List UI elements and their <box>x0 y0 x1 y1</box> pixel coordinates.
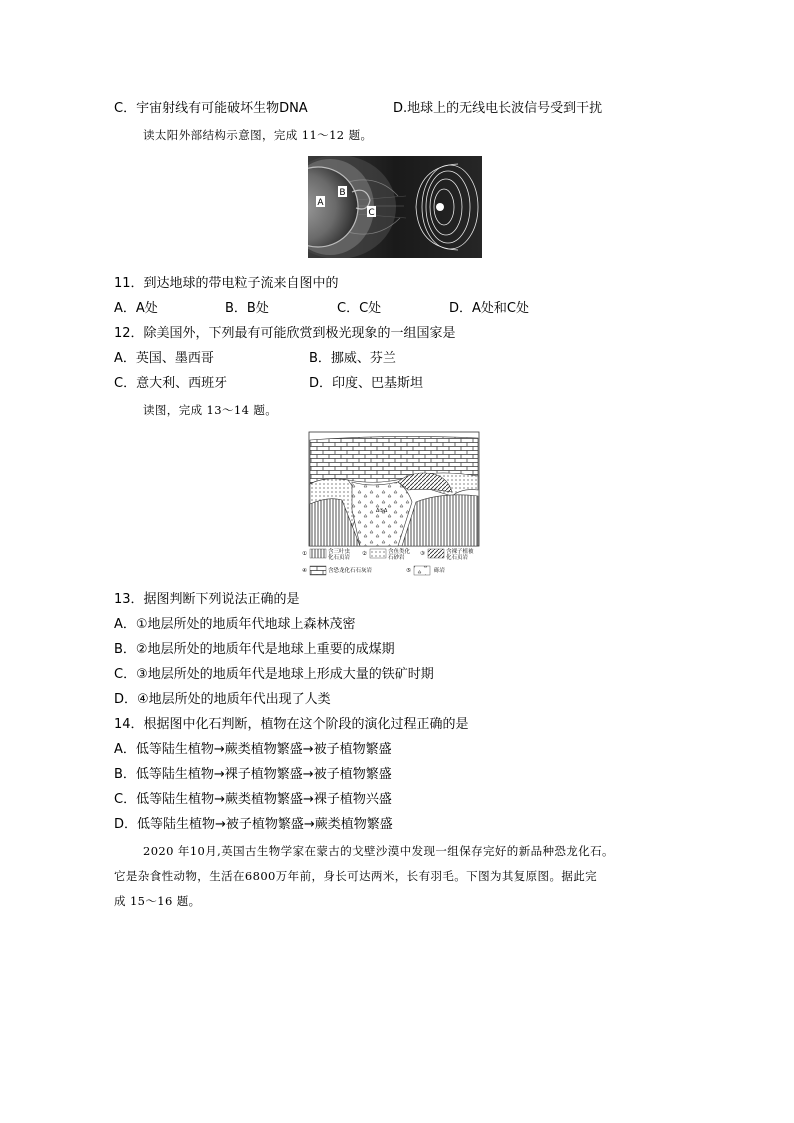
legend-1-line1: 含三叶虫 <box>328 549 351 555</box>
q13-option-a[interactable]: A．①地层所处的地质年代地球上森林茂密 <box>114 617 356 632</box>
earth-icon <box>436 203 444 211</box>
q12-option-a[interactable]: A．英国、墨西哥 <box>114 351 214 366</box>
center-label: Δ⑤Δ <box>376 508 388 514</box>
label-c: C <box>368 208 375 218</box>
question-13-stem: 13．据图判断下列说法正确的是 <box>114 592 300 607</box>
intro-15-16-line1: 2020 年10月,英国古生物学家在蒙古的戈壁沙漠中发现一组保存完好的新品种恐龙化石。 <box>143 844 614 858</box>
legend-3-line2: 化石页岩 <box>446 555 469 561</box>
legend-num-4: ④ <box>302 568 307 574</box>
option-d-prev: D.地球上的无线电长波信号受到干扰 <box>393 101 603 116</box>
intro-15-16-line2: 它是杂食性动物，生活在6800万年前，身长可达两米，长有羽毛。下图为其复原图。据此完 <box>114 869 598 883</box>
label-a: A <box>317 198 324 208</box>
sun-structure-figure <box>308 156 482 258</box>
q13-option-b[interactable]: B．②地层所处的地质年代是地球上重要的成煤期 <box>114 642 395 657</box>
legend-num-1: ① <box>302 551 307 557</box>
legend-3-line1: 含裸子植被 <box>446 549 474 555</box>
q11-option-b[interactable]: B．B处 <box>225 301 269 316</box>
intro-15-16-line3: 成 15～16 题。 <box>114 894 201 908</box>
intro-11-12: 读太阳外部结构示意图，完成 11～12 题。 <box>143 128 373 142</box>
legend-2-line2: 石砂岩 <box>388 555 405 561</box>
legend-4-line1: 含恐龙化石石灰岩 <box>328 568 373 574</box>
legend-5-line1: 砾岩 <box>434 568 446 574</box>
q11-option-a[interactable]: A．A处 <box>114 301 158 316</box>
legend-1-line2: 化石页岩 <box>328 555 351 561</box>
legend-2-line1: 含鱼类化 <box>388 549 411 555</box>
q14-option-c[interactable]: C．低等陆生植物→蕨类植物繁盛→裸子植物兴盛 <box>114 792 392 807</box>
q11-option-c[interactable]: C．C处 <box>337 301 382 316</box>
legend-num-2: ② <box>362 551 367 557</box>
q13-option-c[interactable]: C．③地层所处的地质年代是地球上形成大量的铁矿时期 <box>114 667 434 682</box>
label-b: B <box>339 188 346 198</box>
strata-legend <box>302 547 474 575</box>
q13-option-d[interactable]: D．④地层所处的地质年代出现了人类 <box>114 692 331 707</box>
q11-option-d[interactable]: D．A处和C处 <box>449 301 529 316</box>
question-12-stem: 12．除美国外，下列最有可能欣赏到极光现象的一组国家是 <box>114 326 456 341</box>
q14-option-d[interactable]: D．低等陆生植物→被子植物繁盛→蕨类植物繁盛 <box>114 817 393 832</box>
intro-13-14: 读图，完成 13～14 题。 <box>143 403 278 417</box>
question-11-stem: 11．到达地球的带电粒子流来自图中的 <box>114 276 339 291</box>
strata-figure <box>302 430 486 580</box>
legend-num-5: ⑤ <box>406 568 411 574</box>
legend-num-3: ③ <box>420 551 425 557</box>
q12-option-c[interactable]: C．意大利、西班牙 <box>114 376 228 391</box>
q14-option-a[interactable]: A．低等陆生植物→蕨类植物繁盛→被子植物繁盛 <box>114 742 392 757</box>
q12-option-d[interactable]: D．印度、巴基斯坦 <box>309 376 424 391</box>
option-c-prev: C．宇宙射线有可能破坏生物DNA <box>114 101 308 116</box>
question-14-stem: 14．根据图中化石判断，植物在这个阶段的演化过程正确的是 <box>114 717 469 732</box>
q12-option-b[interactable]: B．挪威、芬兰 <box>309 351 396 366</box>
q14-option-b[interactable]: B．低等陆生植物→裸子植物繁盛→被子植物繁盛 <box>114 767 392 782</box>
